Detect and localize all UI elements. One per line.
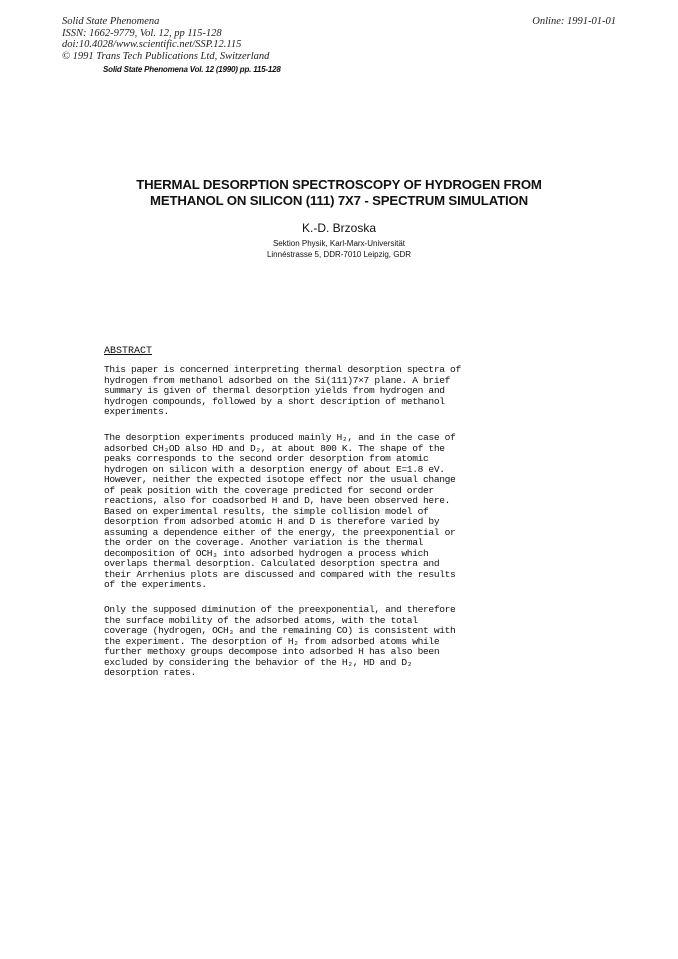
abstract-line: assuming a dependence either of the energy, the preexponential or xyxy=(104,527,456,538)
abstract-paragraph-1 xyxy=(104,365,538,418)
abstract-paragraph-3 xyxy=(104,605,538,679)
abstract-line: This paper is concerned interpreting thermal desorption spectra of xyxy=(104,365,461,375)
abstract-line: decomposition of OCH₃ into adsorbed hydrogen a process which xyxy=(104,548,429,559)
abstract-line: the order on the coverage. Another variation is the thermal xyxy=(104,538,424,548)
abstract-line: experiments. xyxy=(104,407,169,417)
abstract-line: of the experiments. xyxy=(104,580,207,590)
abstract-line: coverage (hydrogen, OCH₃ and the remaining CO) is consistent with xyxy=(104,626,456,636)
abstract-line: desorption from adsorbed atomic H and D is therefore varied by xyxy=(104,517,440,527)
publication-header xyxy=(62,16,269,62)
abstract-line: of peak position with the coverage predicted for second order xyxy=(104,485,434,496)
abstract-line: Based on experimental results, the simple collision model of xyxy=(104,506,429,517)
author-name: K.-D. Brzoska xyxy=(301,221,376,235)
abstract-line: The desorption experiments produced mainly H₂, and in the case of xyxy=(104,433,456,443)
affiliation xyxy=(0,238,678,260)
abstract-line: However, neither the expected isotope effect nor the usual change xyxy=(104,475,456,485)
online-date: Online: 1991-01-01 xyxy=(532,16,616,27)
citation-line: Solid State Phenomena Vol. 12 (1990) pp. 115-128 xyxy=(103,65,281,74)
abstract-line: the experiment. The desorption of H₂ from adsorbed atoms while xyxy=(104,636,440,647)
abstract-line: Only the supposed diminution of the preexponential, and therefore xyxy=(104,605,456,615)
title-line-2: METHANOL ON SILICON (111) 7X7 - SPECTRUM SIMULATION xyxy=(150,193,528,208)
abstract-line: reactions, also for coadsorbed H and D, have been observed here. xyxy=(104,496,451,506)
abstract-line: adsorbed CH₃OD also HD and D₂, at about 800 K. The shape of the xyxy=(104,443,445,454)
abstract-heading: ABSTRACT xyxy=(104,346,153,357)
abstract-paragraph-2 xyxy=(104,433,538,591)
copyright-line: © 1991 Trans Tech Publications Ltd, Switzerland xyxy=(62,50,270,62)
issn-line: ISSN: 1662-9779, Vol. 12, pp 115-128 xyxy=(62,27,222,39)
abstract-line: hydrogen compounds, followed by a short description of methanol xyxy=(104,396,445,407)
abstract-line: overlaps thermal desorption. Calculated desorption spectra and xyxy=(104,559,440,569)
abstract-line: excluded by considering the behavior of the H₂, HD and D₂ xyxy=(104,657,413,668)
paper-title xyxy=(0,177,678,209)
abstract-line: desorption rates. xyxy=(104,668,196,678)
doi-line: doi:10.4028/www.scientific.net/SSP.12.115 xyxy=(62,39,242,50)
abstract-line: the surface mobility of the adsorbed atoms, with the total xyxy=(104,615,418,626)
journal-name: Solid State Phenomena xyxy=(62,16,160,27)
abstract-line: further methoxy groups decompose into adsorbed H has also been xyxy=(104,647,440,657)
abstract-line: peaks corresponds to the second order desorption from atomic xyxy=(104,454,429,464)
affiliation-line-1: Sektion Physik, Karl-Marx-Universität xyxy=(272,239,406,248)
abstract-line: their Arrhenius plots are discussed and compared with the results xyxy=(104,569,456,580)
abstract-line: summary is given of thermal desorption yields from hydrogen and xyxy=(104,386,445,396)
abstract-line: hydrogen on silicon with a desorption energy of about E=1.8 eV. xyxy=(104,464,445,475)
affiliation-line-2: Linnéstrasse 5, DDR-7010 Leipzig, GDR xyxy=(266,250,412,259)
abstract-line: hydrogen from methanol adsorbed on the Si(111)7×7 plane. A brief xyxy=(104,375,451,386)
title-line-1: THERMAL DESORPTION SPECTROSCOPY OF HYDROGEN FROM xyxy=(136,177,542,192)
